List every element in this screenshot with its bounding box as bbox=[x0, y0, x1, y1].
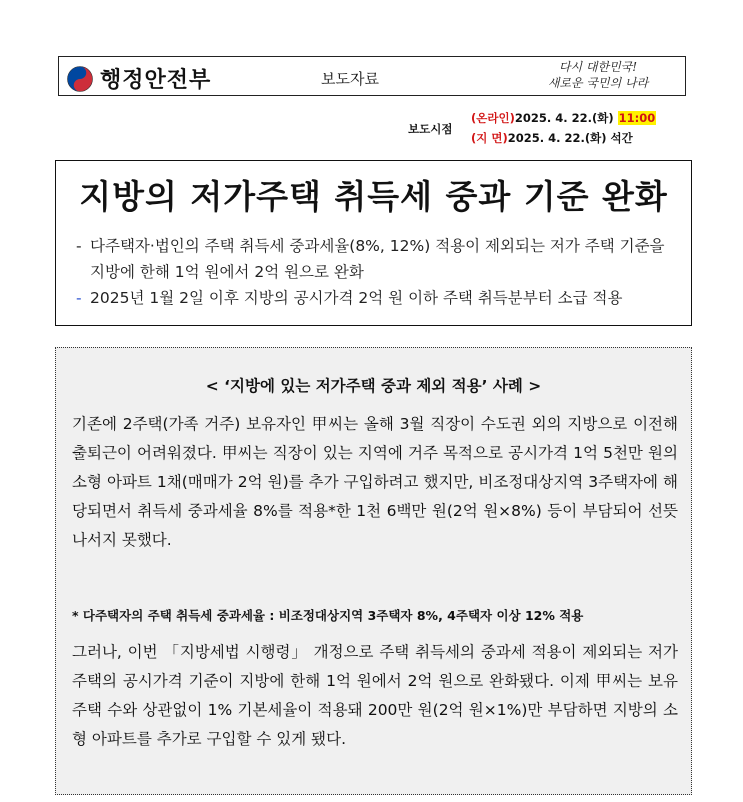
case-title: < ‘지방에 있는 저가주택 중과 제외 적용’ 사례 > bbox=[205, 377, 542, 395]
print-date: 2025. 4. 22.(화) 석간 bbox=[507, 131, 633, 145]
summary-item bbox=[76, 285, 676, 311]
dash-marker: - bbox=[76, 237, 82, 255]
taegeuk-icon bbox=[67, 66, 93, 92]
slogan-line-2: 새로운 국민의 나라 bbox=[547, 76, 649, 90]
release-print-row bbox=[471, 130, 633, 146]
ministry-name: 행정안전부 bbox=[100, 68, 212, 93]
print-tag: (지 면) bbox=[471, 131, 508, 145]
summary-list bbox=[76, 233, 676, 311]
release-label: 보도시점 bbox=[408, 122, 453, 136]
summary-text: 2025년 1월 2일 이후 지방의 공시가격 2억 원 이하 주택 취득분부터 소급 적용 bbox=[90, 289, 623, 307]
release-online-row bbox=[471, 110, 656, 126]
headline-box bbox=[55, 160, 692, 326]
release-timing bbox=[408, 110, 698, 150]
ministry-logo bbox=[67, 63, 211, 94]
summary-item bbox=[76, 233, 676, 285]
online-date: 2025. 4. 22.(화) bbox=[514, 111, 614, 125]
press-header bbox=[58, 56, 686, 96]
slogan-line-1: 다시 대한민국! bbox=[558, 60, 638, 74]
page-title: 지방의 저가주택 취득세 중과 기준 완화 bbox=[79, 177, 668, 216]
dash-marker: - bbox=[76, 289, 82, 307]
case-example-box bbox=[55, 347, 692, 795]
online-tag: (온라인) bbox=[471, 111, 515, 125]
case-footnote: * 다주택자의 주택 취득세 중과세율 : 비조정대상지역 3주택자 8%, 4주택자 이상 12% 적용 bbox=[72, 608, 584, 623]
government-slogan bbox=[523, 59, 673, 91]
case-paragraph-1: 기존에 2주택(가족 거주) 보유자인 甲씨는 올해 3월 직장이 수도권 외의 지방으로 이전해 출퇴근이 어려워졌다. 甲씨는 직장이 있는 지역에 거주 목적으로 공시가격 1억 5천만 원의 소형 아파트 1채(매매가 2억 원)를 추가 구입하려고 했지만, 비조정대상지역 3주택자에 해당되면서 취득세 중과세율 8%를 적용*한 1천 6백만 원(2억 원×8%) 등이 부담되어 선뜻 나서지 못했다. bbox=[72, 415, 678, 549]
summary-text: 다주택자·법인의 주택 취득세 중과세율(8%, 12%) 적용이 제외되는 저가 주택 기준을 지방에 한해 1억 원에서 2억 원으로 완화 bbox=[90, 237, 665, 281]
case-paragraph-2: 그러나, 이번 「지방세법 시행령」 개정으로 주택 취득세의 중과세 적용이 제외되는 저가주택의 공시가격 기준이 지방에 한해 1억 원에서 2억 원으로 완화됐다. 이제 甲씨는 보유 주택 수와 상관없이 1% 기본세율이 적용돼 200만 원(2억 원×1%)만 부담하면 지방의 소형 아파트를 추가로 구입할 수 있게 됐다. bbox=[72, 643, 678, 748]
document-type: 보도자료 bbox=[321, 70, 379, 88]
online-time: 11:00 bbox=[618, 111, 656, 125]
